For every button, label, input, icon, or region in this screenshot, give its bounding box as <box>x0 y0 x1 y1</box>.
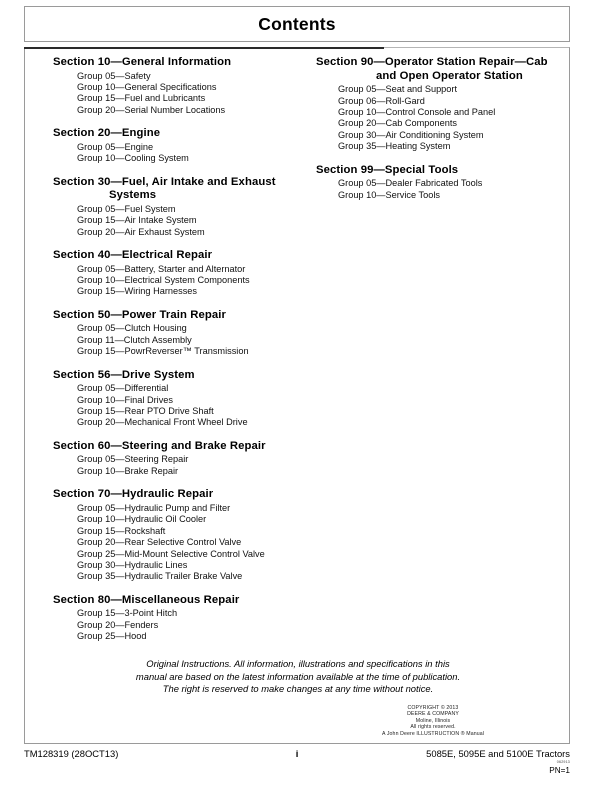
toc-group-item[interactable]: Group 05—Fuel System <box>77 203 176 214</box>
toc-group-item[interactable]: Group 10—Service Tools <box>338 189 440 200</box>
toc-section <box>308 164 566 201</box>
footer-revision-code: 062913 <box>556 760 570 764</box>
toc-group-item[interactable]: Group 30—Hydraulic Lines <box>77 559 188 570</box>
copyright-line-1: COPYRIGHT © 2013 <box>407 705 459 711</box>
toc-section-title[interactable]: Section 99—Special Tools <box>316 163 459 176</box>
toc-group-item[interactable]: Group 25—Hood <box>77 631 147 642</box>
toc-group-item[interactable]: Group 25—Mid-Mount Selective Control Valve <box>77 548 265 559</box>
copyright-line-2: DEERE & COMPANY <box>407 711 459 718</box>
toc-group-item[interactable]: Group 05—Safety <box>77 70 151 81</box>
toc-section-title[interactable]: Section 40—Electrical Repair <box>53 249 213 262</box>
toc-group-item[interactable]: Group 10—Brake Repair <box>77 465 179 476</box>
toc-group-item[interactable]: Group 15—Fuel and Lubricants <box>77 93 206 104</box>
toc-section <box>37 309 299 358</box>
toc-group-item[interactable]: Group 05—Engine <box>77 141 154 152</box>
copyright-line-5: A John Deere ILLUSTRUCTION ® Manual <box>381 730 484 737</box>
toc-group-item[interactable]: Group 20—Air Exhaust System <box>77 226 205 237</box>
toc-section-title[interactable]: Section 20—Engine <box>53 127 161 140</box>
toc-group-item[interactable]: Group 20—Serial Number Locations <box>77 104 226 115</box>
toc-section <box>37 249 299 298</box>
toc-group-item[interactable]: Group 05—Steering Repair <box>77 454 189 465</box>
toc-group-item[interactable]: Group 05—Hydraulic Pump and Filter <box>77 502 231 513</box>
toc-group-item[interactable]: Group 15—Rear PTO Drive Shaft <box>77 406 214 417</box>
copyright-block <box>313 705 553 737</box>
toc-group-item[interactable]: Group 15—3-Point Hitch <box>77 608 178 619</box>
toc-left-column <box>37 56 299 654</box>
toc-group-item[interactable]: Group 15—Wiring Harnesses <box>77 286 197 297</box>
toc-group-item[interactable]: Group 15—Air Intake System <box>77 215 197 226</box>
toc-group-item[interactable]: Group 20—Rear Selective Control Valve <box>77 537 242 548</box>
toc-section <box>37 56 299 116</box>
toc-group-item[interactable]: Group 15—Rockshaft <box>77 525 166 536</box>
toc-group-list <box>37 454 299 477</box>
toc-group-item[interactable]: Group 35—Heating System <box>338 141 451 152</box>
footer-pn-label: PN=1 <box>549 766 570 775</box>
footer-manual-number: TM128319 (28OCT13) <box>24 748 119 759</box>
toc-group-item[interactable]: Group 10—Electrical System Components <box>77 275 250 286</box>
toc-right-column <box>308 56 566 212</box>
toc-group-item[interactable]: Group 30—Air Conditioning System <box>338 129 484 140</box>
toc-section <box>37 440 299 477</box>
toc-group-item[interactable]: Group 15—PowrReverser™ Transmission <box>77 346 249 357</box>
toc-group-item[interactable]: Group 20—Mechanical Front Wheel Drive <box>77 417 248 428</box>
toc-section-title[interactable]: Section 30—Fuel, Air Intake and Exhaust Systems <box>37 176 299 203</box>
toc-group-list <box>308 178 566 201</box>
toc-group-list <box>37 503 299 583</box>
note-line-3: The right is reserved to make changes at any time without notice. <box>162 683 434 695</box>
toc-group-item[interactable]: Group 05—Clutch Housing <box>77 323 187 334</box>
toc-section-title-continued: Systems <box>109 189 157 202</box>
toc-section-title-continued: and Open Operator Station <box>376 69 523 82</box>
toc-section <box>37 369 299 429</box>
toc-group-item[interactable]: Group 20—Cab Components <box>338 118 457 129</box>
toc-group-item[interactable]: Group 10—Cooling System <box>77 153 189 164</box>
toc-group-list <box>37 383 299 429</box>
toc-group-item[interactable]: Group 05—Battery, Starter and Alternator <box>77 263 246 274</box>
contents-header-box <box>24 6 570 42</box>
toc-section-title[interactable]: Section 10—General Information <box>53 56 232 68</box>
note-line-2: manual are based on the latest information available at the time of publication. <box>135 670 461 682</box>
toc-section-title[interactable]: Section 56—Drive System <box>53 368 195 381</box>
copyright-line-3: Moline, Illinois <box>415 717 451 724</box>
toc-group-item[interactable]: Group 10—General Specifications <box>77 82 217 92</box>
toc-group-item[interactable]: Group 05—Differential <box>77 383 169 394</box>
toc-group-item[interactable]: Group 10—Hydraulic Oil Cooler <box>77 514 207 525</box>
contents-body-box <box>24 47 570 744</box>
toc-section <box>37 127 299 164</box>
toc-group-list <box>37 608 299 642</box>
toc-section <box>308 56 566 153</box>
toc-group-item[interactable]: Group 05—Dealer Fabricated Tools <box>338 178 483 189</box>
toc-group-list <box>37 142 299 165</box>
toc-group-list <box>37 264 299 298</box>
toc-columns <box>25 48 569 743</box>
toc-section <box>37 594 299 643</box>
toc-section-title[interactable]: Section 50—Power Train Repair <box>53 308 227 321</box>
toc-group-list <box>308 84 566 152</box>
copyright-line-4: All rights reserved. <box>410 724 456 731</box>
toc-group-list <box>37 71 299 117</box>
toc-group-item[interactable]: Group 05—Seat and Support <box>338 84 458 95</box>
toc-section-title[interactable]: Section 90—Operator Station Repair—Cab and Open Operator Station <box>308 56 566 83</box>
toc-group-item[interactable]: Group 11—Clutch Assembly <box>77 334 192 345</box>
toc-section <box>37 176 299 238</box>
toc-group-item[interactable]: Group 20—Fenders <box>77 619 159 630</box>
toc-group-item[interactable]: Group 06—Roll-Gard <box>338 95 425 106</box>
toc-group-item[interactable]: Group 35—Hydraulic Trailer Brake Valve <box>77 571 243 582</box>
original-instructions-note <box>75 658 521 696</box>
toc-group-list <box>37 323 299 357</box>
page-title: Contents <box>258 13 336 34</box>
toc-group-item[interactable]: Group 10—Final Drives <box>77 394 173 405</box>
toc-section-title[interactable]: Section 60—Steering and Brake Repair <box>53 439 266 452</box>
toc-group-item[interactable]: Group 10—Control Console and Panel <box>338 107 496 117</box>
note-line-1: Original Instructions. All information, illustrations and specifications in this <box>146 658 450 669</box>
toc-section-title[interactable]: Section 70—Hydraulic Repair <box>53 488 214 501</box>
page-footer <box>24 748 570 775</box>
footer-page-number: i <box>295 748 299 759</box>
toc-group-list <box>37 204 299 238</box>
toc-section <box>37 488 299 582</box>
footer-model-list: 5085E, 5095E and 5100E Tractors <box>426 748 570 759</box>
toc-section-title[interactable]: Section 80—Miscellaneous Repair <box>53 593 240 606</box>
